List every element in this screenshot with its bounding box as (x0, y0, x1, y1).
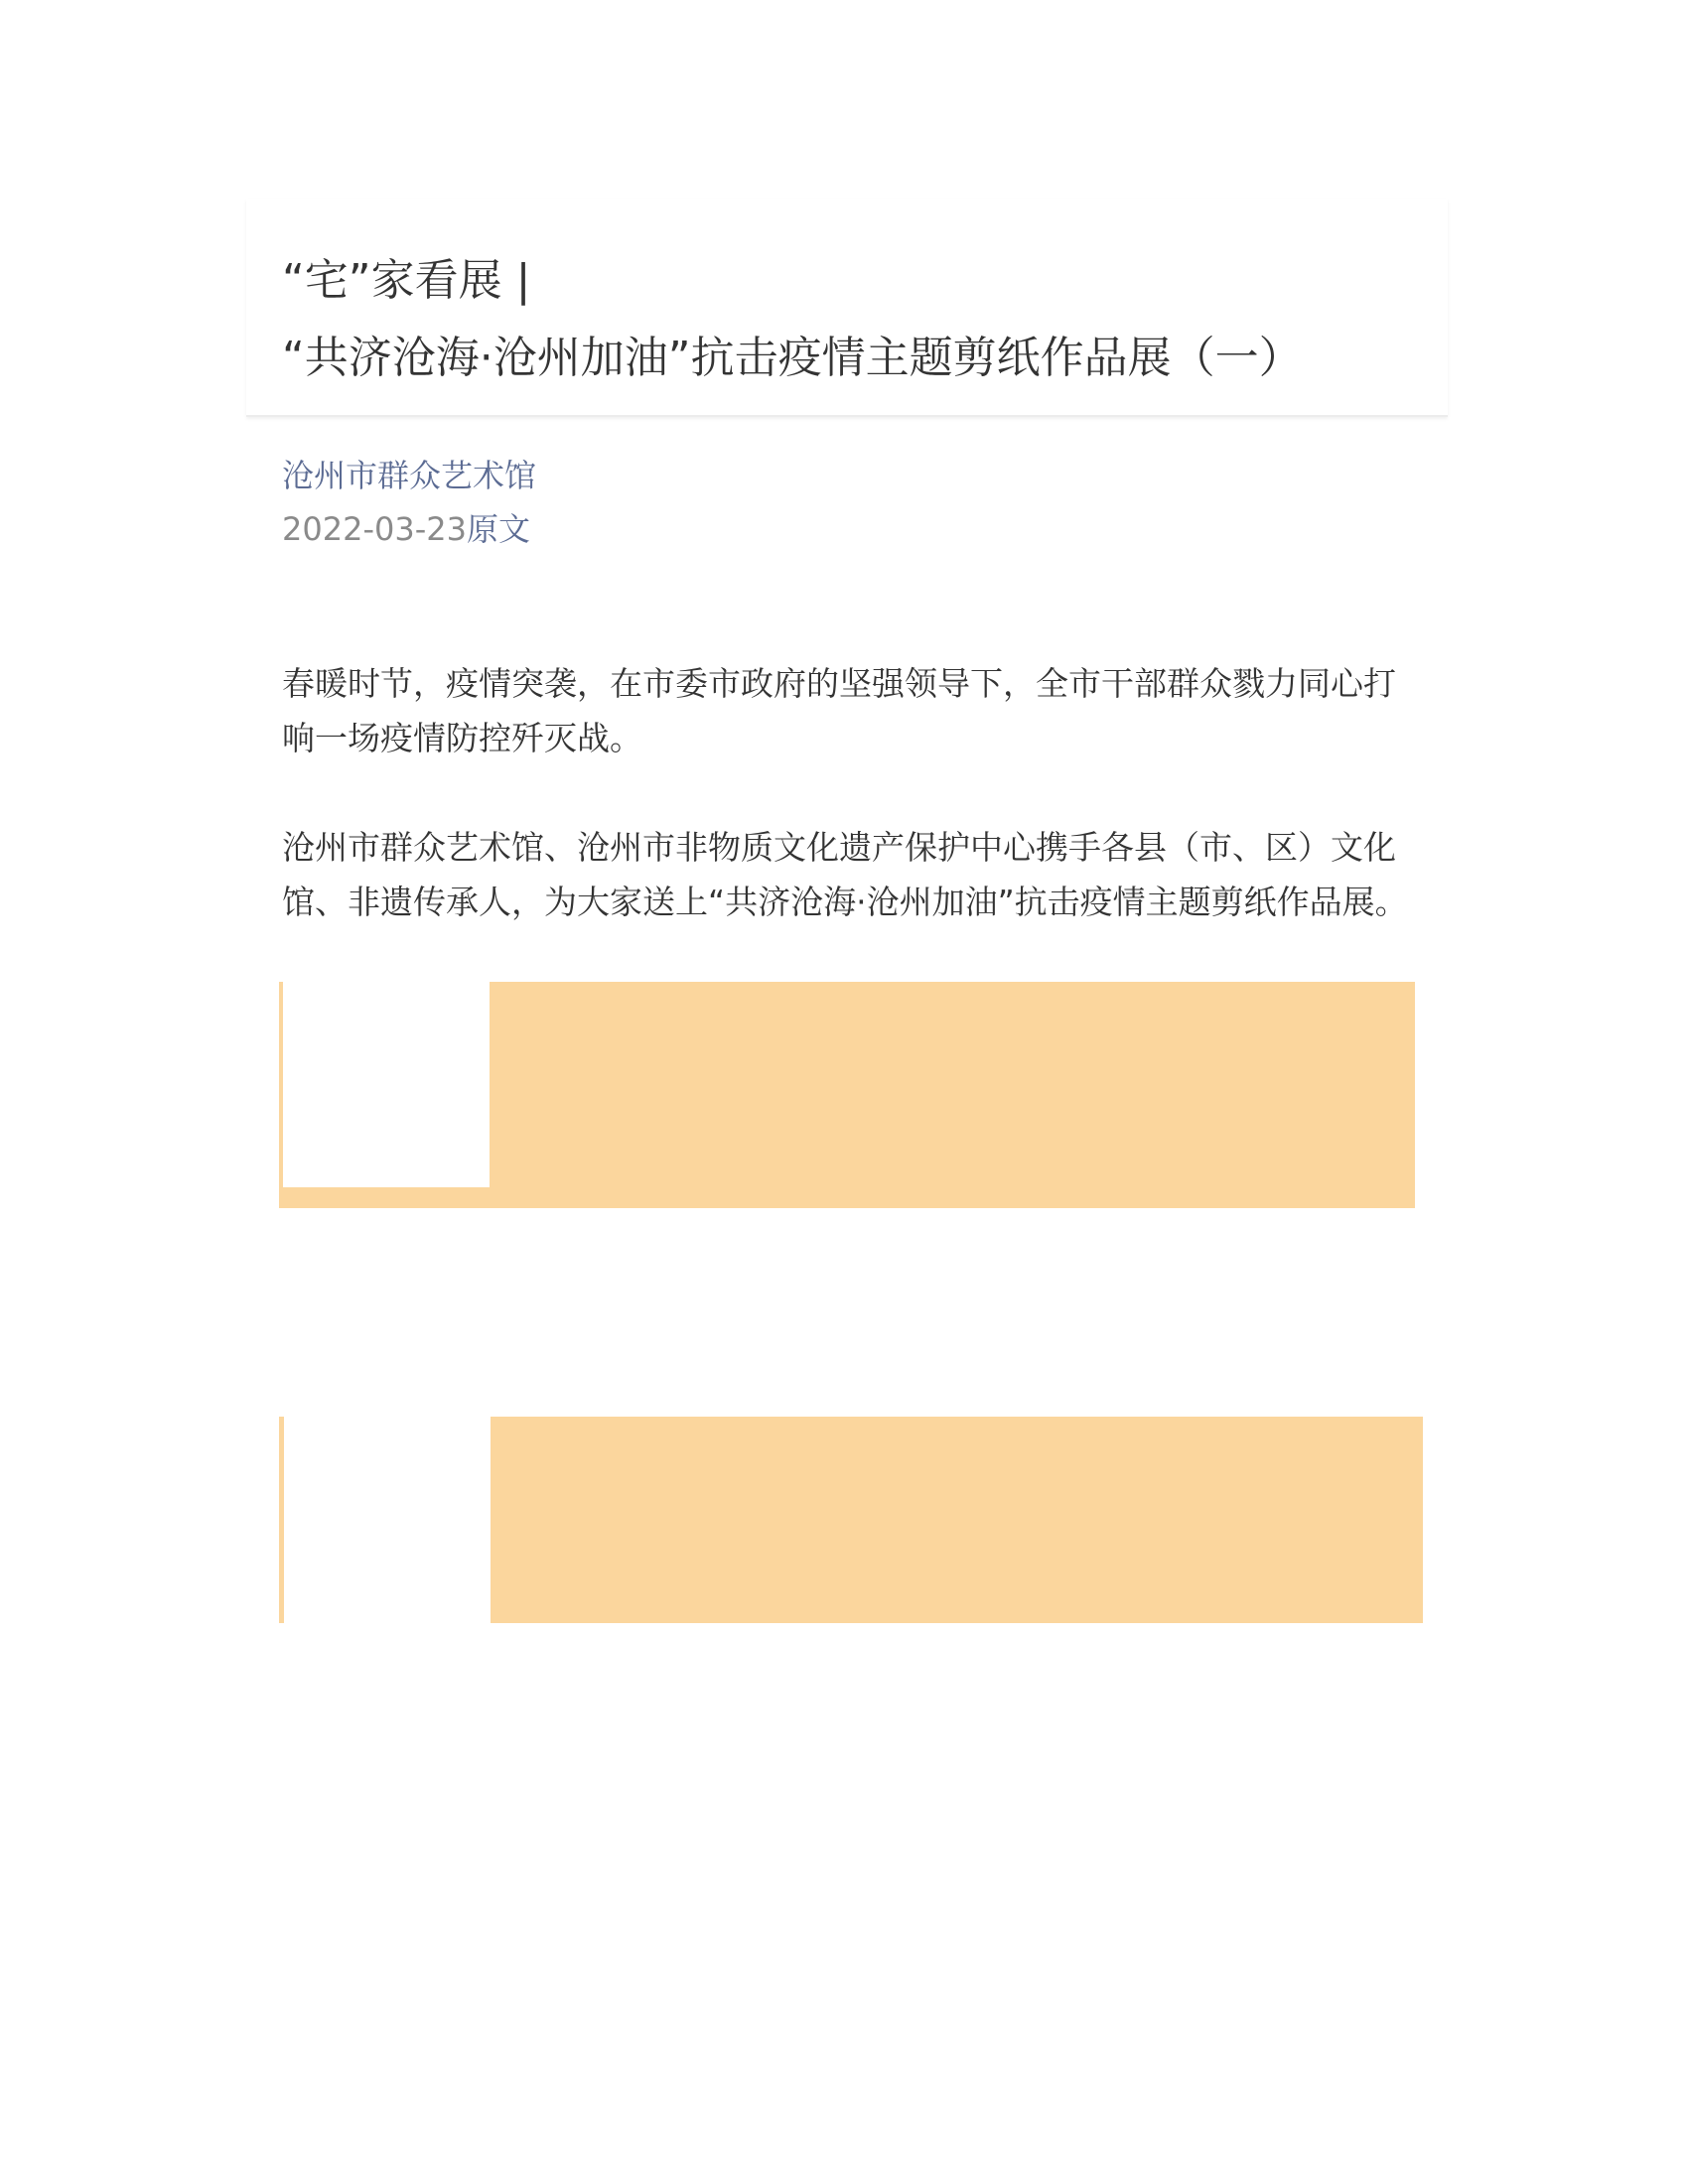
article-paragraph-1: 春暖时节，疫情突袭，在市委市政府的坚强领导下，全市干部群众戮力同心打响一场疫情防控歼灭战。 (282, 664, 1396, 757)
article-title-line-1: “宅”家看展 | (282, 255, 531, 306)
author-link[interactable]: 沧州市群众艺术馆 (282, 457, 537, 494)
article-title-line-2: “共济沧海·沧州加油”抗击疫情主题剪纸作品展（一） (282, 333, 1303, 383)
article-image-1[interactable] (279, 982, 1415, 1208)
article-paragraph-2: 沧州市群众艺术馆、沧州市非物质文化遗产保护中心携手各县（市、区）文化馆、非遗传承人，为大家送上“共济沧海·沧州加油”抗击疫情主题剪纸作品展。 (282, 828, 1408, 921)
source-link[interactable]: 原文 (466, 510, 530, 548)
publish-date: 2022-03-23 (282, 510, 467, 548)
image-thumbnail-placeholder (283, 982, 490, 1187)
meta-row (282, 508, 530, 550)
image-thumbnail-placeholder (284, 1417, 491, 1623)
article-image-2[interactable] (279, 1417, 1423, 1623)
title-card (246, 199, 1448, 417)
